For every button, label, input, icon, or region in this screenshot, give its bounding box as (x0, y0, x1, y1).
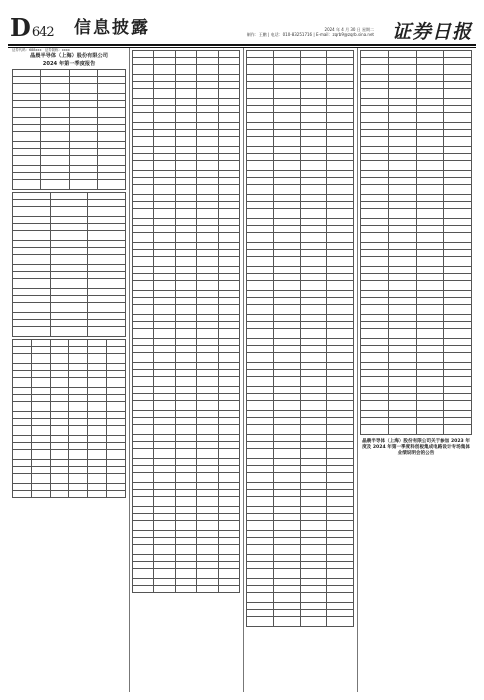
column-1 (12, 48, 126, 692)
notice-title: 晶晨半导体（上海）股份有限公司关于参加 2023 年度及 2024 年第一季度科创板集成电路设计专场集体业绩说明会的公告 (362, 439, 470, 456)
date-line: 2024 年 4 月 30 日 星期二 (324, 27, 374, 32)
dateline (247, 27, 374, 37)
column-1-table-b (12, 192, 126, 337)
column-2-table (132, 50, 240, 593)
masthead (0, 0, 484, 46)
section-title: 信息披露 (74, 18, 150, 38)
notice-block (360, 439, 472, 456)
column-divider (129, 48, 130, 692)
stock-line: 证券代码：688xxx 证券简称：xxxx (12, 48, 70, 52)
report-title: 2024 年第一季度报告 (42, 60, 96, 67)
column-divider (243, 48, 244, 692)
column-1-table-c (12, 339, 126, 498)
column-3 (246, 48, 354, 692)
column-4 (360, 48, 472, 692)
column-3-table (246, 50, 354, 627)
column-4-table (360, 50, 472, 435)
column-1-body (12, 69, 126, 498)
column-divider (357, 48, 358, 692)
page-number (10, 13, 54, 45)
column-1-table-a (12, 69, 126, 190)
company-name: 晶晨半导体（上海）股份有限公司 (30, 53, 108, 60)
page-number-digits: 642 (31, 25, 54, 40)
page-letter: D (10, 13, 30, 42)
column-2 (132, 48, 240, 692)
masthead-rule-thin (8, 47, 476, 48)
newspaper-logo: 证券日报 (391, 21, 472, 43)
masthead-rule (8, 44, 476, 46)
editor-line: 制作：王鹏 | 电话：010-83251716 | E-mail：zqrb9@zqrb.sina.net (246, 32, 374, 37)
